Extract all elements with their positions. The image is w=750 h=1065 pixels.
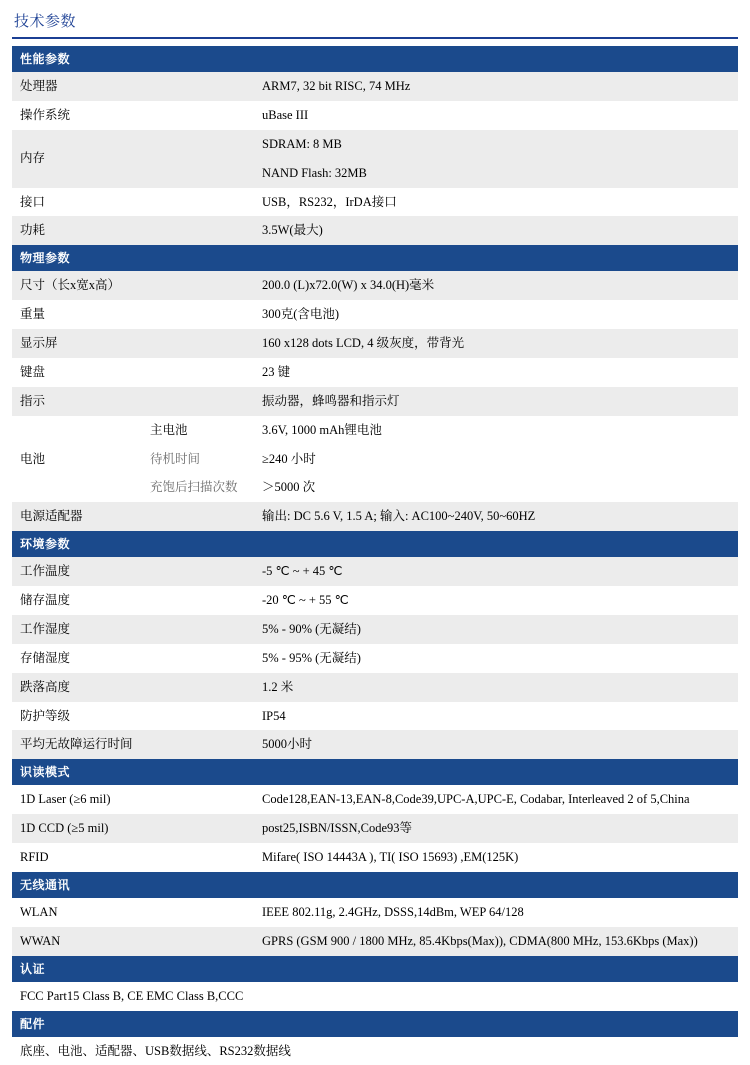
row-label: RFID — [12, 843, 254, 872]
row-label: 显示屏 — [12, 329, 254, 358]
row-value: ＞5000 次 — [254, 473, 738, 502]
row-value: 5000小时 — [254, 730, 738, 759]
table-row — [12, 644, 738, 673]
row-value: 输出: DC 5.6 V, 1.5 A; 输入: AC100~240V, 50~60HZ — [254, 502, 738, 531]
table-row — [12, 557, 738, 586]
table-row — [12, 1037, 738, 1065]
section-header-accessories — [12, 1011, 738, 1037]
row-label: 电源适配器 — [12, 502, 254, 531]
table-row — [12, 271, 738, 300]
row-value: 23 键 — [254, 358, 738, 387]
table-row — [12, 898, 738, 927]
table-row — [12, 358, 738, 387]
row-value: USB，RS232，IrDA接口 — [254, 188, 738, 217]
section-header-physical — [12, 245, 738, 271]
section-title: 性能参数 — [12, 46, 738, 72]
row-value: uBase III — [254, 101, 738, 130]
row-label: 跌落高度 — [12, 673, 254, 702]
row-label: 工作湿度 — [12, 615, 254, 644]
row-sublabel: 充饱后扫描次数 — [142, 473, 254, 502]
row-value: 5% - 95% (无凝结) — [254, 644, 738, 673]
row-label: WWAN — [12, 927, 254, 956]
row-label: 储存温度 — [12, 586, 254, 615]
table-row — [12, 188, 738, 217]
section-title: 识读模式 — [12, 759, 738, 785]
row-value: Mifare( ISO 14443A ), TI( ISO 15693) ,EM(125K) — [254, 843, 738, 872]
specifications-table — [12, 46, 738, 1065]
section-header-environment — [12, 531, 738, 557]
row-label: 内存 — [12, 130, 254, 188]
row-label: 1D CCD (≥5 mil) — [12, 814, 254, 843]
row-label: 尺寸（长x宽x高） — [12, 271, 254, 300]
section-header-certification — [12, 956, 738, 982]
table-row — [12, 387, 738, 416]
row-sublabel: 主电池 — [142, 416, 254, 445]
row-value: -20 ℃ ~ + 55 ℃ — [254, 586, 738, 615]
table-row — [12, 785, 738, 814]
row-value: 底座、电池、适配器、USB数据线、RS232数据线 — [12, 1037, 738, 1065]
table-row-battery — [12, 416, 738, 445]
row-value: Code128,EAN-13,EAN-8,Code39,UPC-A,UPC-E, Codabar, Interleaved 2 of 5,China — [254, 785, 738, 814]
row-value: 5% - 90% (无凝结) — [254, 615, 738, 644]
row-value: 300克(含电池) — [254, 300, 738, 329]
row-label: 存储湿度 — [12, 644, 254, 673]
section-header-scan — [12, 759, 738, 785]
section-header-wireless — [12, 872, 738, 898]
section-title: 环境参数 — [12, 531, 738, 557]
section-title: 无线通讯 — [12, 872, 738, 898]
row-value: FCC Part15 Class B, CE EMC Class B,CCC — [12, 982, 738, 1011]
section-header-performance — [12, 46, 738, 72]
row-label: 指示 — [12, 387, 254, 416]
row-value: 1.2 米 — [254, 673, 738, 702]
page-title: 技术参数 — [12, 0, 738, 37]
table-row — [12, 130, 738, 159]
row-value: 200.0 (L)x72.0(W) x 34.0(H)毫米 — [254, 271, 738, 300]
row-value: post25,ISBN/ISSN,Code93等 — [254, 814, 738, 843]
row-label: 防护等级 — [12, 702, 254, 731]
table-row — [12, 673, 738, 702]
table-row — [12, 329, 738, 358]
row-label: 平均无故障运行时间 — [12, 730, 254, 759]
row-value: 160 x128 dots LCD, 4 级灰度，带背光 — [254, 329, 738, 358]
row-value: 3.5W(最大) — [254, 216, 738, 245]
row-value: ≥240 小时 — [254, 445, 738, 474]
table-row — [12, 586, 738, 615]
row-value: GPRS (GSM 900 / 1800 MHz, 85.4Kbps(Max)), CDMA(800 MHz, 153.6Kbps (Max)) — [254, 927, 738, 956]
row-label: 处理器 — [12, 72, 254, 101]
title-divider — [12, 37, 738, 39]
table-row — [12, 814, 738, 843]
section-title: 配件 — [12, 1011, 738, 1037]
table-row — [12, 615, 738, 644]
row-label: 工作温度 — [12, 557, 254, 586]
row-label: 功耗 — [12, 216, 254, 245]
row-value: IEEE 802.11g, 2.4GHz, DSSS,14dBm, WEP 64/128 — [254, 898, 738, 927]
row-label: 键盘 — [12, 358, 254, 387]
row-sublabel: 待机时间 — [142, 445, 254, 474]
row-label-battery: 电池 — [12, 416, 142, 503]
row-value: IP54 — [254, 702, 738, 731]
row-label: 接口 — [12, 188, 254, 217]
row-label: 重量 — [12, 300, 254, 329]
table-row — [12, 730, 738, 759]
row-value: -5 ℃ ~ + 45 ℃ — [254, 557, 738, 586]
row-value: ARM7, 32 bit RISC, 74 MHz — [254, 72, 738, 101]
section-title: 物理参数 — [12, 245, 738, 271]
table-row — [12, 843, 738, 872]
section-title: 认证 — [12, 956, 738, 982]
row-value-secondary: NAND Flash: 32MB — [254, 159, 738, 188]
table-row — [12, 502, 738, 531]
table-row — [12, 982, 738, 1011]
row-label: 操作系统 — [12, 101, 254, 130]
table-row — [12, 927, 738, 956]
table-row — [12, 216, 738, 245]
table-row — [12, 702, 738, 731]
table-row — [12, 72, 738, 101]
row-value: SDRAM: 8 MB — [254, 130, 738, 159]
table-row — [12, 300, 738, 329]
row-value: 3.6V, 1000 mAh锂电池 — [254, 416, 738, 445]
row-label: WLAN — [12, 898, 254, 927]
row-label: 1D Laser (≥6 mil) — [12, 785, 254, 814]
row-value: 振动器，蜂鸣器和指示灯 — [254, 387, 738, 416]
table-row — [12, 101, 738, 130]
